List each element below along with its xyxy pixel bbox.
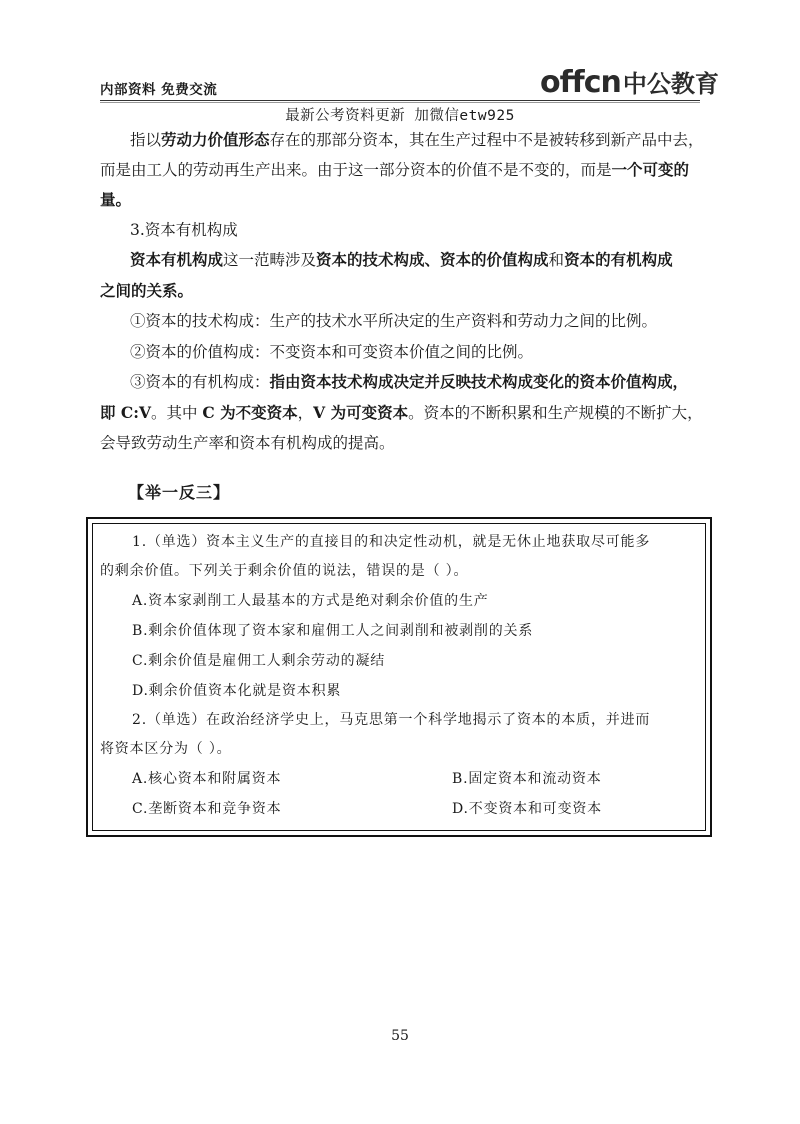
header-rule-thin — [100, 102, 700, 103]
list-item: ②资本的价值构成：不变资本和可变资本价值之间的比例。 — [130, 343, 534, 361]
question-2-stem-cont: 将资本区分为（ ）。 — [100, 741, 232, 757]
header-label: 内部资料 免费交流 — [100, 82, 218, 98]
list-item: ③资本的有机构成：指由资本技术构成决定并反映技术构成变化的资本价值构成， — [130, 372, 689, 391]
question-2-option-c: C.垄断资本和竞争资本 — [132, 801, 282, 817]
para2-line1: 资本有机构成这一范畴涉及资本的技术构成、资本的价值构成和资本的有机构成 — [130, 250, 673, 269]
section-title: 【举一反三】 — [128, 483, 231, 502]
page-number: 55 — [391, 1028, 409, 1044]
question-1-stem: 1.（单选）资本主义生产的直接目的和决定性动机，就是无休止地获取尽可能多 — [132, 534, 651, 550]
list-item-continuation: 即 C:V。其中 C 为不变资本，V 为可变资本。资本的不断积累和生产规模的不断扩大， — [100, 403, 703, 422]
logo-chinese-text: 中公教育 — [622, 70, 719, 98]
question-2-option-a: A.核心资本和附属资本 — [132, 771, 282, 787]
update-notice: 最新公考资料更新 加微信etw925 — [285, 108, 515, 124]
offcn-logo — [540, 64, 719, 100]
question-2-option-d: D.不变资本和可变资本 — [452, 801, 602, 817]
question-1-stem-cont: 的剩余价值。下列关于剩余价值的说法，错误的是（ ）。 — [100, 563, 469, 579]
subheading: 3.资本有机构成 — [130, 221, 238, 239]
para1-line2: 而是由工人的劳动再生产出来。由于这一部分资本的价值不是不变的，而是一个可变的 — [100, 160, 690, 179]
para1-line3: 量。 — [100, 190, 132, 209]
header-rule — [100, 100, 700, 101]
question-2-option-b: B.固定资本和流动资本 — [452, 771, 602, 787]
question-1-option-d: D.剩余价值资本化就是资本积累 — [132, 683, 342, 699]
list-item: ①资本的技术构成：生产的技术水平所决定的生产资料和劳动力之间的比例。 — [130, 312, 658, 330]
question-2-stem: 2.（单选）在政治经济学史上，马克思第一个科学地揭示了资本的本质，并进而 — [132, 712, 651, 728]
list-item-continuation: 会导致劳动生产率和资本有机构成的提高。 — [100, 434, 395, 452]
question-1-option-a: A.资本家剥削工人最基本的方式是绝对剩余价值的生产 — [132, 593, 489, 609]
logo-latin-text: offcn — [540, 65, 621, 100]
para2-line2: 之间的关系。 — [100, 281, 194, 300]
question-1-option-c: C.剩余价值是雇佣工人剩余劳动的凝结 — [132, 653, 386, 669]
para1-line1: 指以劳动力价值形态存在的那部分资本，其在生产过程中不是被转移到新产品中去， — [130, 130, 704, 149]
question-1-option-b: B.剩余价值体现了资本家和雇佣工人之间剥削和被剥削的关系 — [132, 623, 534, 639]
